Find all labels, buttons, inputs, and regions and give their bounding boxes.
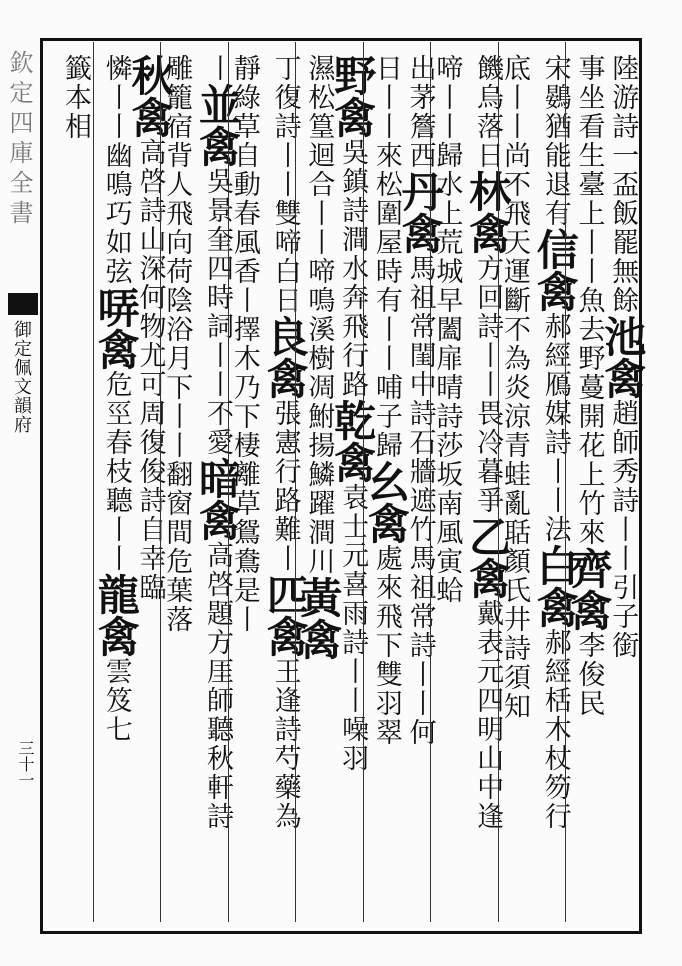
column-divider [430, 42, 431, 922]
headword: 幺禽 [361, 460, 411, 544]
column-divider [93, 42, 94, 922]
headword: 乙禽 [463, 515, 513, 599]
text-segment: 日丨丨來 [370, 54, 402, 170]
text-segment: 籤本相 [60, 54, 91, 141]
gutter-fishtail-mark [8, 293, 38, 315]
text-segment: 李俊民 [573, 631, 605, 718]
column-divider [295, 42, 296, 922]
headword: 乾禽 [328, 399, 378, 483]
text-segment: 高啓題方厓師聽秋軒詩 [202, 541, 234, 831]
headword: 良禽 [260, 315, 310, 399]
text-column [91, 54, 141, 744]
column-divider [363, 42, 364, 922]
headword: 龍禽 [91, 573, 141, 657]
headword: 丹禽 [395, 170, 445, 254]
text-segment: 郝經栝木杖笏行 [539, 628, 571, 831]
headword: 野禽 [328, 54, 378, 138]
text-column [60, 54, 90, 141]
text-segment: 詩須知 [498, 634, 530, 721]
text-segment: 戴表元四明山中逢 [472, 599, 504, 831]
text-segment: 月下丨丨翻窗間危葉落 [161, 344, 193, 634]
text-segment: 處來飛下雙羽翠 [370, 544, 402, 747]
text-segment: 袁士元喜雨詩丨丨噪羽 [337, 483, 369, 773]
text-segment: 出茅簷西 [404, 54, 436, 170]
headword: 黃禽 [294, 576, 344, 660]
text-segment: 丁復詩丨丨雙啼白日 [269, 54, 301, 315]
text-segment: 鳴溪樹凋鮒揚鱗躍澗川 [303, 286, 335, 576]
text-segment: 魚去野蔓開花上竹來 [573, 286, 605, 547]
text-column [463, 54, 513, 831]
text-column [530, 54, 580, 831]
text-segment: 張憲行路難丨 [269, 399, 301, 573]
text-segment: 高啓詩山深何物尤可 [134, 138, 166, 399]
text-segment: 濕松篁迴合丨丨啼 [303, 54, 335, 286]
headword: 池禽 [598, 315, 648, 399]
text-segment: 憐丨丨幽鳴巧如弦 [100, 54, 132, 286]
text-segment: 吳景奎四時詞丨丨不愛 [202, 167, 234, 457]
column-divider [228, 42, 229, 922]
text-segment: 底丨丨尚不飛 [498, 54, 530, 228]
text-segment: 雲笈七 [100, 657, 132, 744]
headword: 林禽 [463, 170, 513, 254]
text-segment: 歸水上荒城早闔扉 [431, 141, 463, 373]
headword: 哢禽 [91, 286, 141, 370]
text-segment: 晴詩莎坂南風寅蛤 [431, 373, 463, 605]
text-segment: 吳鎮詩澗水奔飛行路 [337, 138, 369, 399]
text-segment: 陸游詩一盃飯罷無餘 [607, 54, 639, 315]
headword: 齊禽 [564, 547, 614, 631]
text-segment: 宋鷃猶能退有 [539, 54, 571, 228]
text-segment: 啼丨丨 [431, 54, 463, 141]
text-segment: 方回詩丨丨畏冷暮爭 [472, 254, 504, 515]
gutter-title: 欽定四庫全書 [5, 50, 33, 230]
text-segment: 王逢詩芍藥為 [269, 657, 301, 831]
headword: 暗禽 [193, 457, 243, 541]
text-segment: 天運斷不為炎涼 [498, 228, 530, 431]
text-segment: 馬祖常詩丨丨何 [404, 544, 436, 747]
headword: 並禽 [193, 83, 243, 167]
headword: 白禽 [530, 544, 580, 628]
text-segment: 青蛙亂聒顏氏井 [498, 431, 530, 634]
text-segment: 事坐看生臺上丨丨 [573, 54, 605, 286]
text-segment: 周復俊詩自幸臨 [134, 399, 166, 602]
column-divider [565, 42, 566, 922]
headword: 信禽 [530, 228, 580, 312]
column-divider [160, 42, 161, 922]
text-segment: 離草鴛鴦是丨 [228, 460, 260, 634]
text-segment: 郝經鴈媒詩丨丨法 [539, 312, 571, 544]
text-segment: 丨擇木乃下棲 [228, 286, 260, 460]
headword: 匹禽 [260, 573, 310, 657]
text-segment: 雕籠宿背人飛向荷陰浴 [161, 54, 193, 344]
text-segment: 丨 [202, 54, 234, 83]
page-gutter [0, 0, 40, 966]
gutter-book-title: 御定佩文韻府 [11, 320, 32, 434]
text-segment: 危巠春枝聽丨丨 [100, 370, 132, 573]
text-column [193, 54, 243, 831]
text-segment: 靜綠草自動春風香 [228, 54, 260, 286]
text-segment: 饑烏落日 [472, 54, 504, 170]
text-column [260, 54, 310, 831]
text-segment: 松圍屋時有丨丨哺子歸 [370, 170, 402, 460]
headword: 秋禽 [125, 54, 175, 138]
column-divider [498, 42, 499, 922]
text-segment: 馬祖常閨中詩石牆遮竹 [404, 254, 436, 544]
text-segment: 趙師秀詩丨丨引子銜 [607, 399, 639, 660]
page-number: 三十一 [16, 740, 35, 788]
